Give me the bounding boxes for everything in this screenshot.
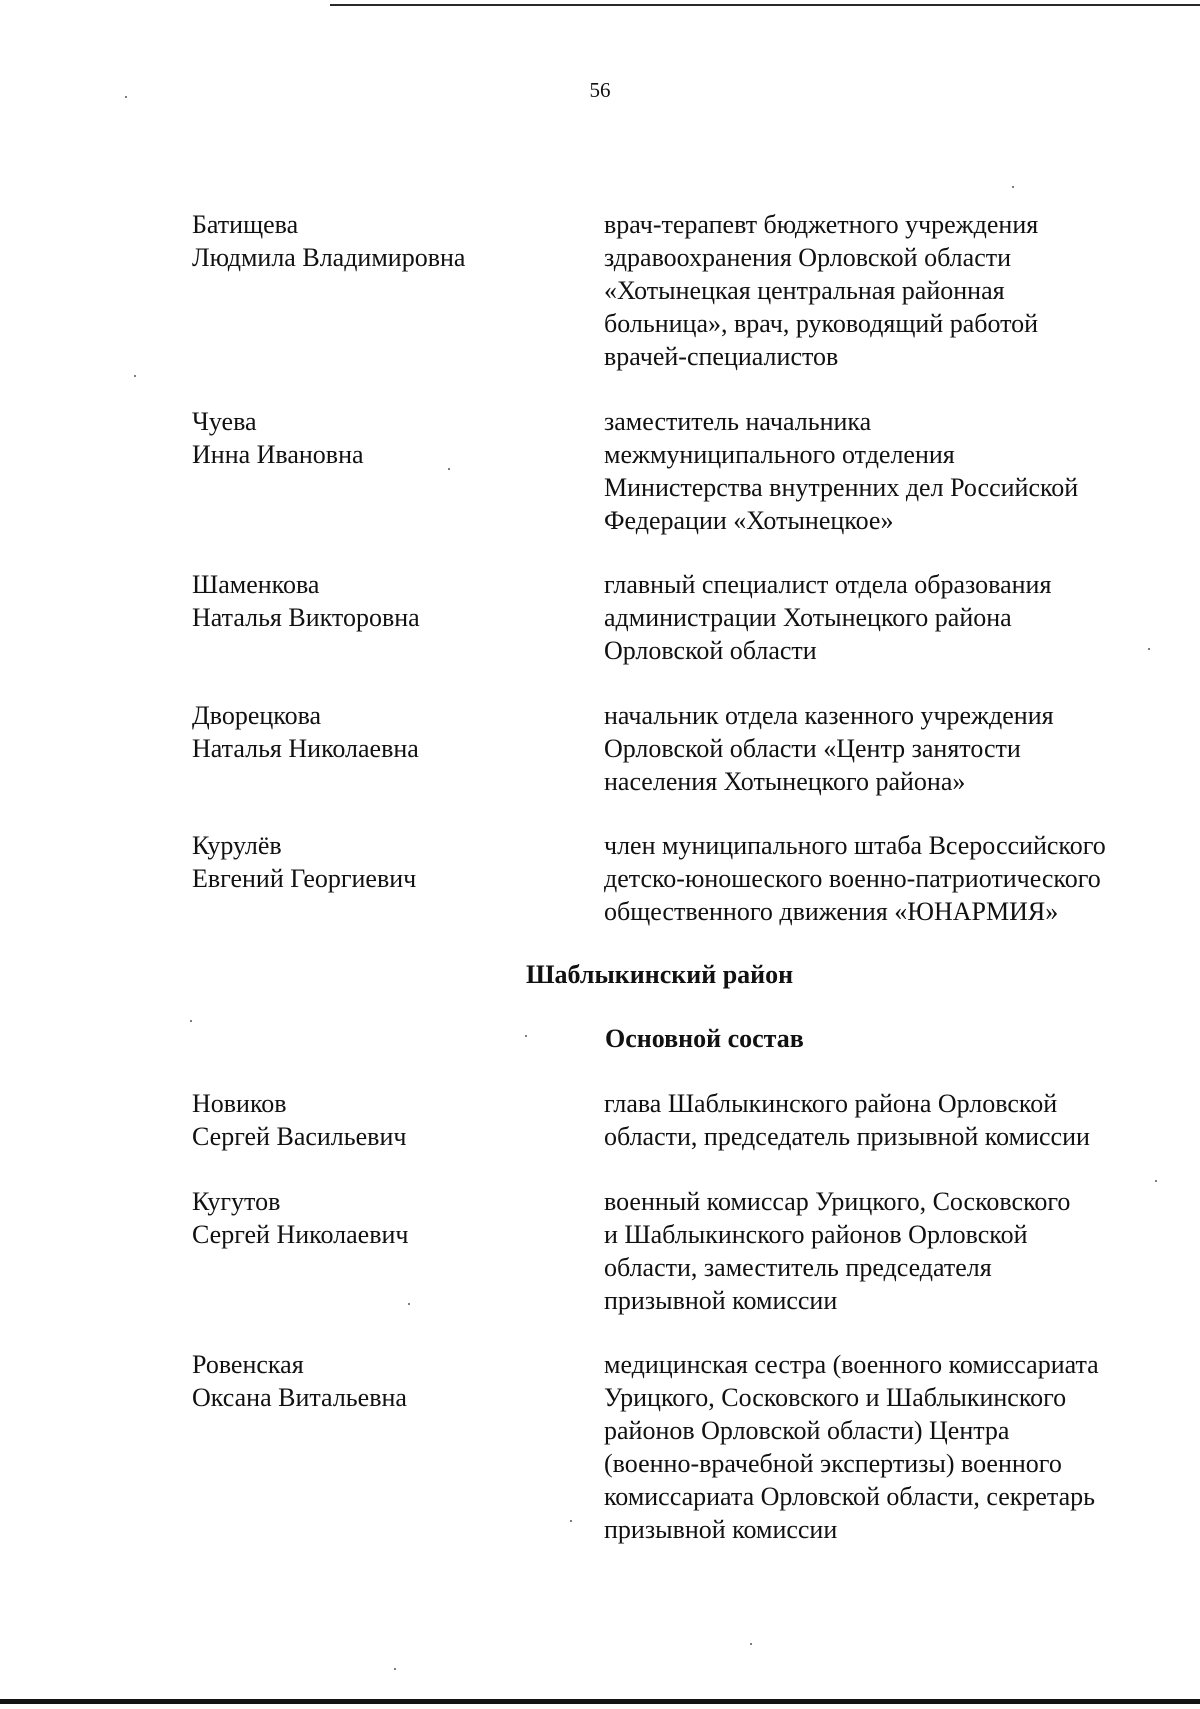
given-names: Сергей Николаевич: [192, 1220, 409, 1249]
role-line: районов Орловской области) Центра: [604, 1416, 1010, 1445]
scan-speck: [1155, 1180, 1157, 1182]
role-line: Урицкого, Сосковского и Шаблыкинского: [604, 1383, 1067, 1412]
member-name: [192, 405, 552, 471]
role-line: Федерации «Хотынецкое»: [604, 506, 894, 535]
role-line: начальник отдела казенного учреждения: [604, 701, 1054, 730]
member-role: [604, 1348, 1164, 1546]
member-name: [192, 568, 552, 634]
scan-speck: [190, 1020, 192, 1022]
given-names: Евгений Георгиевич: [192, 864, 417, 893]
scan-edge-bottom: [0, 1699, 1200, 1704]
scan-speck: [750, 1643, 752, 1645]
given-names: Инна Ивановна: [192, 440, 364, 469]
role-line: врач-терапевт бюджетного учреждения: [604, 210, 1039, 239]
surname: Курулёв: [192, 831, 282, 860]
scan-speck: [134, 375, 136, 377]
member-name: [192, 1348, 552, 1414]
scan-speck: [448, 468, 450, 470]
role-line: общественного движения «ЮНАРМИЯ»: [604, 897, 1059, 926]
member-name: [192, 1087, 552, 1153]
page-number: 56: [589, 78, 611, 102]
role-line: больница», врач, руководящий работой: [604, 309, 1039, 338]
scan-edge-top: [330, 4, 1200, 6]
role-line: межмуниципального отделения: [604, 440, 955, 469]
member-name: [192, 1185, 552, 1251]
role-line: (военно-врачебной экспертизы) военного: [604, 1449, 1062, 1478]
role-line: населения Хотынецкого района»: [604, 767, 966, 796]
role-line: области, председатель призывной комиссии: [604, 1122, 1090, 1151]
section-subtitle: Основной состав: [605, 1024, 804, 1053]
role-line: призывной комиссии: [604, 1286, 838, 1315]
scan-speck: [125, 96, 127, 98]
surname: Батищева: [192, 210, 299, 239]
scan-speck: [1012, 186, 1014, 188]
given-names: Наталья Викторовна: [192, 603, 420, 632]
role-line: и Шаблыкинского районов Орловской: [604, 1220, 1028, 1249]
scan-speck: [408, 1303, 410, 1305]
surname: Чуева: [192, 407, 257, 436]
member-name: [192, 208, 552, 274]
role-line: военный комиссар Урицкого, Сосковского: [604, 1187, 1071, 1216]
role-line: «Хотынецкая центральная районная: [604, 276, 1005, 305]
role-line: главный специалист отдела образования: [604, 570, 1052, 599]
role-line: Орловской области: [604, 636, 817, 665]
scan-speck: [394, 1668, 396, 1670]
role-line: Министерства внутренних дел Российской: [604, 473, 1079, 502]
role-line: области, заместитель председателя: [604, 1253, 992, 1282]
role-line: Орловской области «Центр занятости: [604, 734, 1021, 763]
given-names: Людмила Владимировна: [192, 243, 466, 272]
given-names: Сергей Васильевич: [192, 1122, 407, 1151]
surname: Дворецкова: [192, 701, 322, 730]
role-line: комиссариата Орловской области, секретарь: [604, 1482, 1095, 1511]
member-role: [604, 829, 1164, 928]
surname: Кугутов: [192, 1187, 281, 1216]
member-name: [192, 829, 552, 895]
surname: Новиков: [192, 1089, 287, 1118]
surname: Ровенская: [192, 1350, 304, 1379]
role-line: детско-юношеского военно-патриотического: [604, 864, 1101, 893]
member-name: [192, 699, 552, 765]
role-line: глава Шаблыкинского района Орловской: [604, 1089, 1058, 1118]
scan-speck: [570, 1520, 572, 1522]
role-line: заместитель начальника: [604, 407, 872, 436]
district-title: Шаблыкинский район: [526, 960, 794, 989]
role-line: администрации Хотынецкого района: [604, 603, 1012, 632]
member-role: [604, 1185, 1164, 1317]
member-role: [604, 208, 1164, 373]
member-role: [604, 1087, 1164, 1153]
surname: Шаменкова: [192, 570, 320, 599]
given-names: Наталья Николаевна: [192, 734, 419, 763]
role-line: врачей-специалистов: [604, 342, 839, 371]
member-role: [604, 405, 1164, 537]
role-line: член муниципального штаба Всероссийского: [604, 831, 1106, 860]
scan-speck: [1148, 648, 1150, 650]
member-role: [604, 699, 1164, 798]
role-line: призывной комиссии: [604, 1515, 838, 1544]
given-names: Оксана Витальевна: [192, 1383, 407, 1412]
member-role: [604, 568, 1164, 667]
scan-speck: [525, 1035, 527, 1037]
role-line: медицинская сестра (военного комиссариата: [604, 1350, 1099, 1379]
role-line: здравоохранения Орловской области: [604, 243, 1012, 272]
